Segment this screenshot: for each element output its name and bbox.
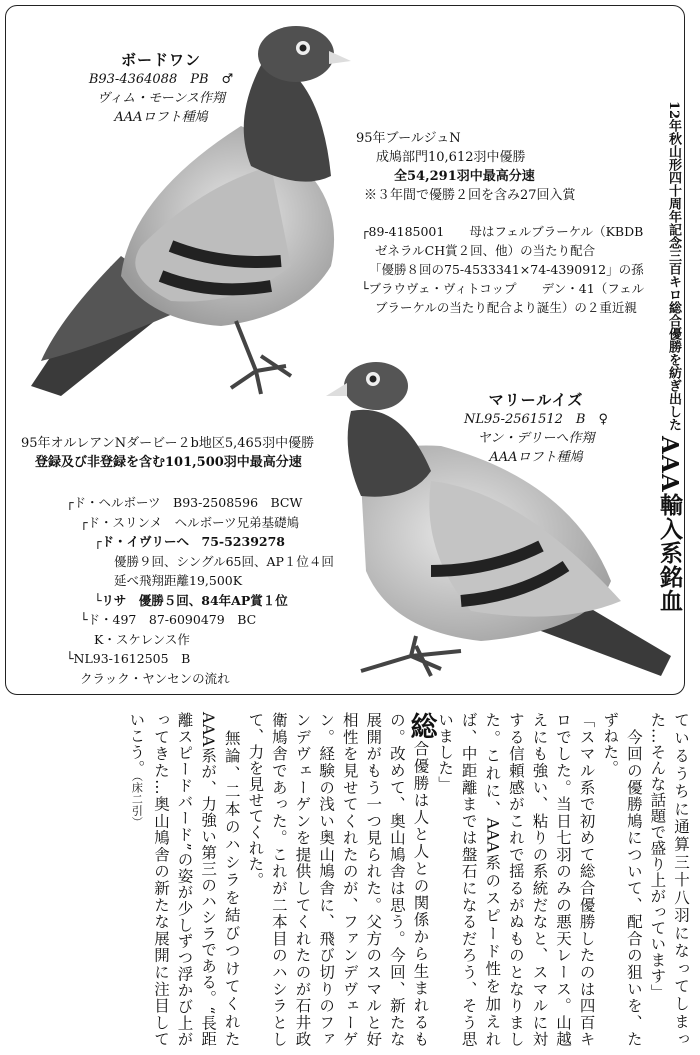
article-paragraph-3: 「スマル系で初めて総合優勝したのは四百キロでした。当日七羽のみの悪天レース。山越えにも強い、粘りの系統だなと、スマルに対する信頼感がこれで揺るがぬものとなりました。これに、AAA系のスピード性を加えれば、中距離までは盤石になるだろう、そう思いました」	[436, 712, 596, 1047]
bird2-record-speed: 登録及び非登録を含む101,500羽中最高分速	[35, 455, 302, 470]
bird1-identity	[56, 51, 266, 127]
bird1-record-note: ※３年間で優勝２回を含み27回入賞	[364, 188, 576, 203]
bird2-records	[21, 434, 314, 472]
bird1-ped-note3: ブラーケルの当たり配合より誕生）の２重近親	[375, 300, 637, 315]
bird2-ring: NL95-2561512 B ♀	[464, 412, 608, 427]
bird2-ped-gd-breeder: K・スケレンス作	[94, 631, 190, 647]
bird2-ped-ggs: ┌ド・イヴリーへ 75-5239278	[94, 534, 285, 549]
bird2-ped-gs: ┌ド・スリンメ ヘルボーツ兄弟基礎鳩	[80, 514, 300, 530]
article-paragraph-5: 無論、二本のハシラを結びつけてくれたAAA系が、力強い第三のハシラである。“長距離スピードバード”の姿が少しずつ浮かび上がってきた…奥山鳩舎の新たな展開に注目していこう。（床二引）	[127, 712, 241, 1048]
author-credit: （床二引）	[130, 776, 144, 828]
article-paragraph-2: 今回の優勝鳩について、配合の狙いを、たずねた。	[601, 712, 643, 1048]
side-title: AAA輸入系銘血	[656, 436, 683, 613]
bird1-ped-note2: 「優勝８回の75-4533341×74-4390912」の孫	[369, 262, 644, 277]
article-body	[2, 712, 692, 1047]
side-caption: 12年秋山形四十周年記念三百キロ総合優勝を紡ぎ出した	[666, 101, 681, 432]
bird2-record-race: 95年オルレアンNダービー２b地区5,465羽中優勝	[21, 436, 315, 451]
drop-cap: 総	[405, 712, 437, 741]
bird1-record-speed: 全54,291羽中最高分速	[394, 169, 535, 184]
bird1-ped-dam: └ブラウヴェ・ヴィトコップ デン・41（フェル	[361, 281, 645, 296]
bird1-loft: AAAロフト種鳩	[114, 110, 208, 125]
bird2-ped-dam-note: クラック・ヤンセンの流れ	[80, 670, 230, 686]
bird2-ped-ggs-note2: 延べ飛翔距離19,500K	[114, 573, 243, 588]
bird2-breeder: ヤン・デリーへ作翔	[477, 431, 595, 446]
bird1-record-win: 成鳩部門10,612羽中優勝	[376, 150, 526, 165]
bird2-ped-ggs-note1: 優勝９回、シングル65回、AP１位４回	[114, 553, 334, 569]
article-paragraph-1: ているうちに通算三十八羽になってしまった…そんな話題で盛り上がっています」	[648, 712, 690, 1047]
bird2-ped-sire: ┌ド・ヘルボーツ B93-2508596 BCW	[66, 495, 303, 510]
photo-panel	[5, 5, 685, 695]
bird1-name: ボードワン	[120, 51, 201, 69]
bird1-ped-sire: ┌89-4185001 母はフェルブラーケル（KBDB	[361, 224, 644, 239]
bird2-loft: AAAロフト種鳩	[489, 450, 583, 465]
bird2-ped-gd: └ド・497 87-6090479 BC	[80, 612, 257, 627]
bird2-pedigree	[66, 493, 334, 688]
bird1-pedigree	[361, 222, 644, 317]
bird1-records	[356, 129, 576, 205]
bird1-record-race: 95年ブールジュN	[356, 131, 461, 146]
article-paragraph-4: 総合優勝は人と人との関係から生まれるもの。改めて、奥山鳩舎は思う。今回、新たな展開がもう一つ見られた。父方のスマルと好相性を見せてくれたのが、ファンデヴェーゲン。経験の浅い奥山鳩舎に、飛び切りのファンデヴェーゲンを提供してくれたのが石井政衛鳩舎であった。これが二本目のハシラとして、力を見せてくれた。	[246, 712, 437, 1048]
bird2-name: マリールイズ	[488, 391, 584, 409]
bird1-ped-note1: ゼネラルCH賞２回、他）の当たり配合	[375, 243, 596, 258]
bird1-breeder: ヴィム・モーンス作翔	[96, 91, 226, 106]
bird2-identity	[451, 391, 621, 467]
bird2-ped-dam: └NL93-1612505 B	[66, 651, 191, 666]
bird2-ped-ggd: └リサ 優勝５回、84年AP賞１位	[94, 592, 288, 608]
bird1-ring: B93-4364088 PB ♂	[88, 72, 234, 87]
